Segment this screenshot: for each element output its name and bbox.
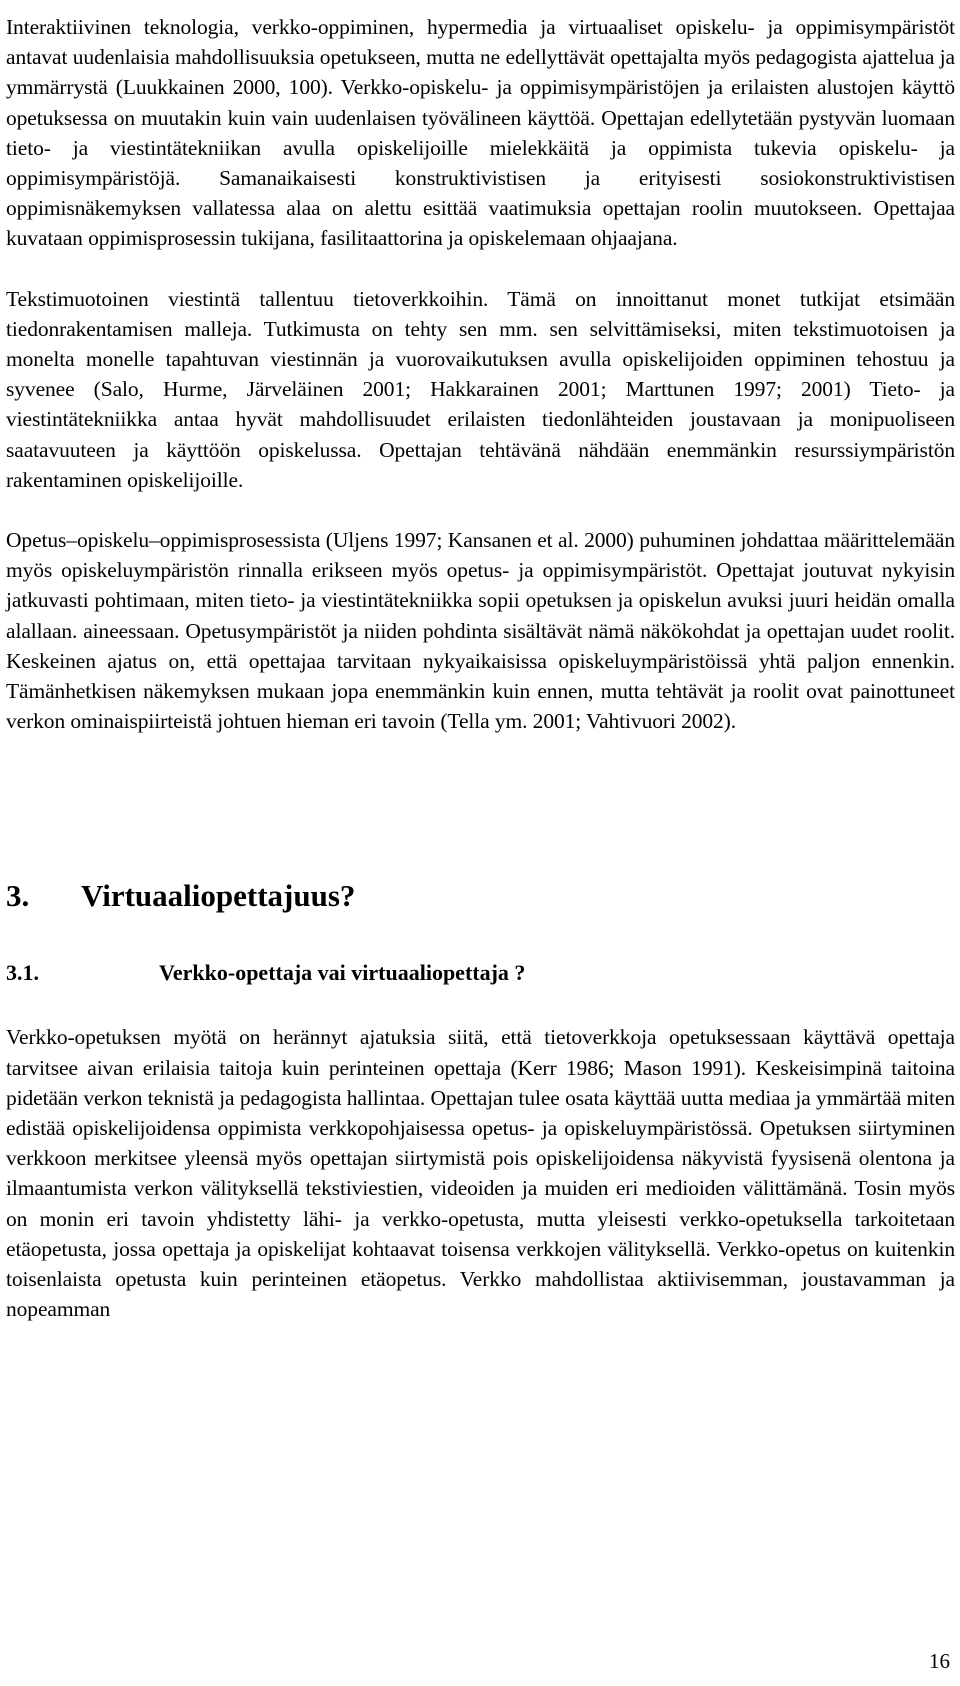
chapter-heading [6, 876, 955, 916]
page-number: 16 [929, 1649, 950, 1673]
paragraph-3: Opetus–opiskelu–oppimisprosessista (Uljens 1997; Kansanen et al. 2000) puhuminen johdattaa määrittelemään myös opiskeluympäristön rinnalla erikseen myös opetus- ja oppimisympäristöt. Opettajat joutuvat nykyisin jatkuvasti pohtimaan, miten tieto- ja viestintätekniikka sopii opetuksen ja opiskelun avuksi juuri heidän omalla alallaan. aineessaan. Opetusympäristöt ja niiden pohdinta sisältävät nämä näkökohdat ja opettajan uudet roolit. Keskeinen ajatus on, että opettajaa tarvitaan nykyaikaisissa opiskeluympäristöissä yhtä paljon ennenkin. Tämänhetkisen näkemyksen mukaan jopa enemmänkin kuin ennen, mutta tehtävät ja roolit ovat painottuneet verkon ominaispiirteistä johtuen hieman eri tavoin (Tella ym. 2001; Vahtivuori 2002). [6, 528, 955, 734]
section-title: Verkko-opettaja vai virtuaaliopettaja ? [159, 960, 526, 986]
paragraph-2: Tekstimuotoinen viestintä tallentuu tietoverkkoihin. Tämä on innoittanut monet tutkijat etsimään tiedonrakentamisen malleja. Tutkimusta on tehty sen mm. sen selvittämiseksi, miten tekstimuotoisen ja monelta monelle tapahtuvan viestinnän ja vuorovaikutuksen avulla opiskelijoiden oppiminen tehostuu ja syvenee (Salo, Hurme, Järveläinen 2001; Hakkarainen 2001; Marttunen 1997; 2001) Tieto- ja viestintätekniikka antaa hyvät mahdollisuudet erilaisten tiedonlähteiden joustavaan ja monipuoliseen saatavuuteen ja käyttöön opiskelussa. Opettajan tehtävänä nähdään enemmänkin resurssiympäristön rakentaminen opiskelijoille. [6, 286, 955, 492]
paragraph-1: Interaktiivinen teknologia, verkko-oppiminen, hypermedia ja virtuaaliset opiskelu- ja oppimisympäristöt antavat uudenlaisia mahdollisuuksia opetukseen, mutta ne edellyttävät opettajalta myös pedagogista ajattelua ja ymmärrystä (Luukkainen 2000, 100). Verkko-opiskelu- ja oppimisympäristöjen ja erilaisten alustojen käyttö opetuksessa on muutakin kuin vain uudenlaisen työvälineen käyttöä. Opettajan edellytetään pystyvän luomaan tieto- ja viestintätekniikan avulla opiskelijoille mielekkäitä ja oppimista tukevia opiskelu- ja oppimisympäristöjä. Samanaikaisesti konstruktivistisen ja erityisesti sosiokonstruktivistisen oppimisnäkemyksen vallatessa alaa on alettu esittää vaatimuksia opettajan roolin muutokseen. Opettajaa kuvataan oppimisprosessin tukijana, fasilitaattorina ja opiskelemaan ohjaajana. [6, 15, 955, 251]
section-number: 3.1. [6, 960, 39, 986]
paragraph-section: Verkko-opetuksen myötä on herännyt ajatuksia siitä, että tietoverkkoja opetuksessaan käyttävä opettaja tarvitsee aivan erilaisia taitoja kuin perinteinen opettaja (Kerr 1986; Mason 1991). Keskeisimpinä taitoina pidetään verkon teknistä ja pedagogista hallintaa. Opettajan tulee osata käyttää uutta mediaa ja ymmärtää miten edistää opiskelijoidensa oppimista verkkopohjaisessa opetus- ja opiskeluympäristössä. Opetuksen siirtyminen verkkoon merkitsee yleensä myös opettajan siirtymistä pois opiskelijoidensa näkyvistä fyysisenä olentona ja ilmaantumista verkon välityksellä tekstiviestien, videoiden ja muiden eri medioiden välittämänä. Tosin myös on monin eri tavoin yhdistetty lähi- ja verkko-opetusta, mutta yleisesti verkko-opetuksella tarkoitetaan etäopetusta, jossa opettaja ja opiskelijat kohtaavat toisensa verkkojen välityksellä. Verkko-opetus on kuitenkin toisenlaista opetusta kuin perinteinen etäopetus. Verkko mahdollistaa aktiivisemman, joustavamman ja nopeamman [6, 1025, 955, 1322]
chapter-number: 3. [6, 878, 30, 914]
section-heading [6, 958, 955, 988]
chapter-title: Virtuaaliopettajuus? [81, 878, 356, 914]
